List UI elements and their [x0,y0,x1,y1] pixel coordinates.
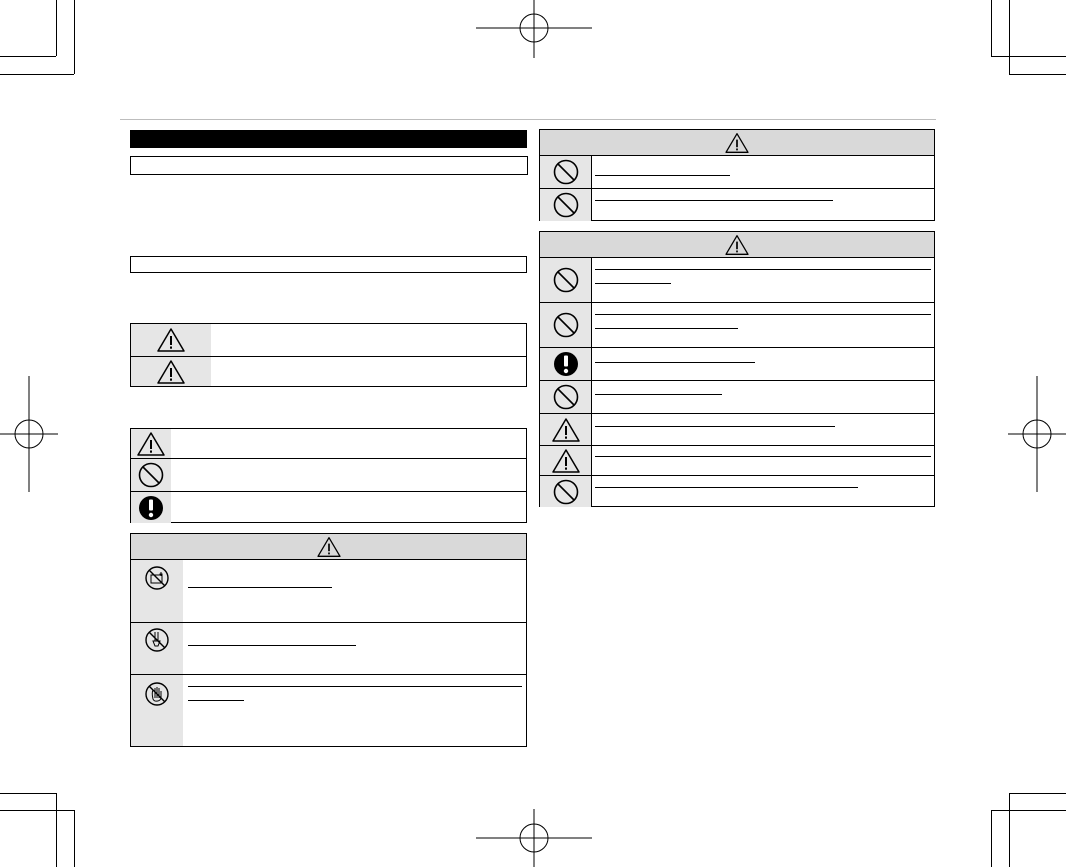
do-not-touch-icon [144,681,170,707]
warning-item-do-not-touch [131,674,526,747]
right2-item-1 [540,258,934,302]
warning-table-header [540,232,934,258]
no-water-icon [144,565,170,591]
legend-cell-warning [131,429,171,458]
prohibition-icon [552,478,580,506]
warning-item-no-water [131,560,526,622]
warning-item-do-not-disassemble [131,622,526,674]
warning-triangle-icon [315,536,343,558]
section-title-bar [130,130,527,148]
prohibition-icon [552,383,580,411]
warning-triangle-icon [136,431,166,457]
registration-mark-left [0,376,58,492]
right2-item-5 [540,413,934,445]
mandatory-exclamation-icon [137,494,165,522]
right2-item-3 [540,347,934,380]
prohibition-icon [552,311,580,339]
warning-table-left [130,533,527,747]
warning-triangle-icon [723,234,751,256]
warning-level-cell [131,324,211,356]
mandatory-exclamation-icon [552,350,580,378]
warning-triangle-icon [551,417,581,443]
subsection-heading-box-2 [130,256,527,273]
warning-table-header [540,130,934,156]
registration-mark-top [476,0,592,58]
warning-triangle-icon [551,448,581,474]
prohibition-icon [137,461,165,489]
right2-item-2 [540,302,934,347]
page-header-rule [120,119,936,120]
warning-table-right-1 [539,129,935,221]
warning-triangle-icon [156,359,186,385]
registration-mark-bottom [476,809,592,867]
warning-table-header [131,534,526,560]
warning-triangle-icon [156,327,186,353]
symbol-legend-table [130,428,527,523]
prohibition-icon [552,266,580,294]
warning-table-right-2 [539,231,935,507]
right1-item-2 [540,188,934,221]
prohibition-icon [552,158,580,186]
do-not-disassemble-icon [144,627,170,653]
caution-level-cell [131,357,211,386]
right2-item-6 [540,445,934,475]
warning-triangle-icon [723,132,751,154]
legend-cell-mandatory [131,492,171,523]
right2-item-4 [540,380,934,413]
subsection-heading-box [130,156,528,175]
hazard-level-table [130,323,527,387]
legend-cell-prohibited [131,459,171,491]
right2-item-7 [540,475,934,507]
right1-item-1 [540,156,934,188]
registration-mark-right [1008,376,1066,492]
prohibition-icon [552,191,580,219]
